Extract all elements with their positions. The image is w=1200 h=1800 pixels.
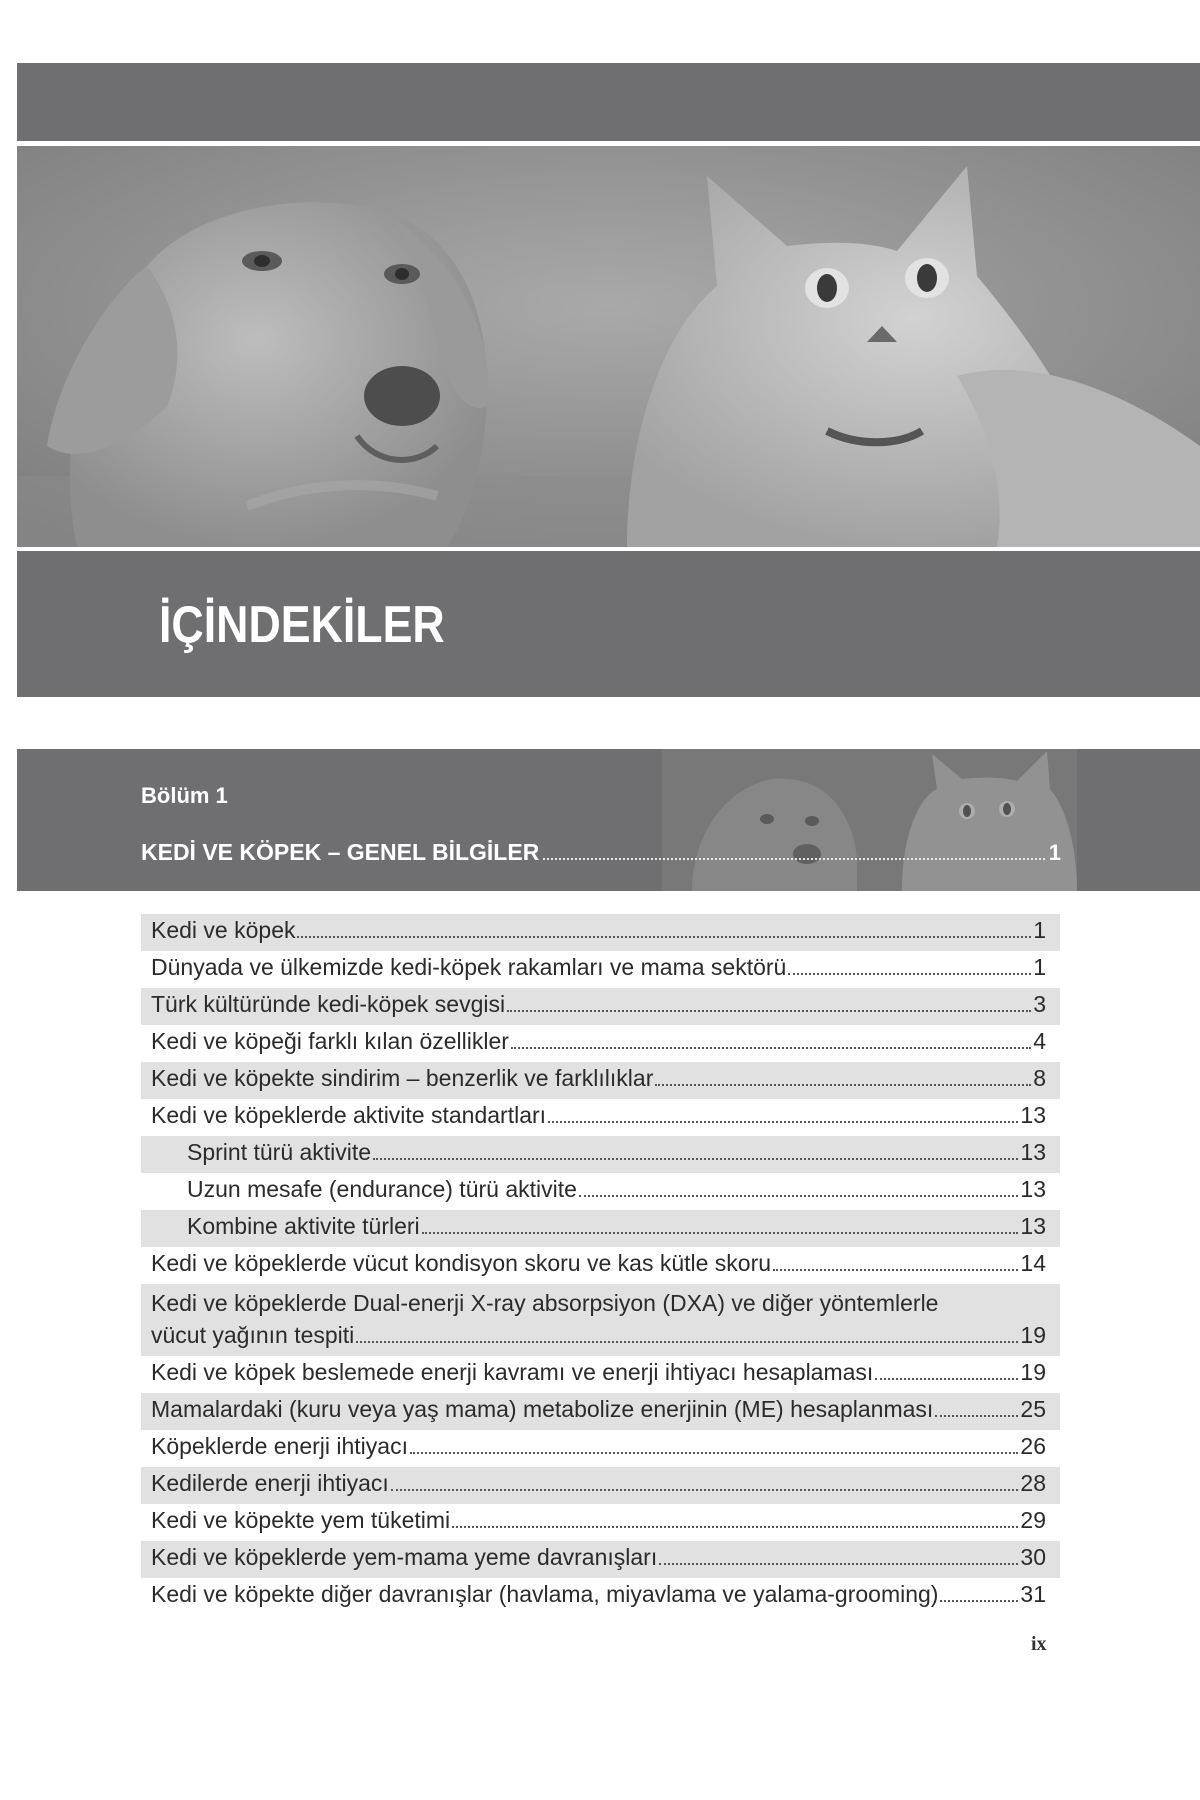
header-band	[17, 63, 1200, 141]
dot-leader	[410, 1452, 1018, 1454]
toc-entry-title: Kedi ve köpeklerde Dual-enerji X-ray absorpsiyon (DXA) ve diğer yöntemlerle	[151, 1290, 939, 1316]
toc-page-number: 8	[1033, 1065, 1046, 1091]
toc-entry[interactable]	[141, 1578, 1060, 1615]
toc-entry[interactable]	[141, 1430, 1060, 1467]
dot-leader	[507, 1010, 1031, 1012]
dot-leader	[422, 1232, 1019, 1234]
toc-entry-title: Dünyada ve ülkemizde kedi-köpek rakamları ve mama sektörü	[151, 954, 787, 980]
toc-page-number: 13	[1020, 1213, 1046, 1239]
toc-entry-title: Kedi ve köpekte diğer davranışlar (havlama, miyavlama ve yalama-grooming)	[151, 1581, 939, 1607]
toc-page-number: 13	[1020, 1176, 1046, 1202]
toc-entry[interactable]	[141, 1025, 1060, 1062]
toc-entry-title: Kedi ve köpeklerde yem-mama yeme davranışları	[151, 1544, 658, 1570]
toc-entry-title: Sprint türü aktivite	[187, 1139, 372, 1165]
toc-entry[interactable]	[141, 1284, 1060, 1356]
toc-page-number: 4	[1033, 1028, 1046, 1054]
dot-leader	[579, 1195, 1018, 1197]
toc-page-number: 1	[1033, 954, 1046, 980]
chapter-title-line[interactable]	[141, 839, 1061, 866]
chapter-header-illustration	[662, 749, 1077, 891]
page-number: ix	[1031, 1633, 1047, 1655]
toc-page-number: 28	[1020, 1470, 1046, 1496]
toc-entry-title: Kedi ve köpeklerde vücut kondisyon skoru ve kas kütle skoru	[151, 1250, 772, 1276]
dot-leader	[940, 1600, 1018, 1602]
toc-entry-title: Kedi ve köpek	[151, 917, 296, 943]
toc-entry[interactable]	[141, 1247, 1060, 1284]
toc-page-number: 29	[1020, 1507, 1046, 1533]
toc-entry-title: Kedi ve köpek beslemede enerji kavramı ve enerji ihtiyacı hesaplaması	[151, 1359, 874, 1385]
dot-leader	[659, 1563, 1018, 1565]
dot-leader	[297, 936, 1031, 938]
dot-leader	[356, 1341, 1018, 1343]
page-title: İÇİNDEKİLER	[159, 596, 445, 654]
toc-page-number: 13	[1020, 1102, 1046, 1128]
toc-entry[interactable]	[141, 1099, 1060, 1136]
toc-list	[141, 914, 1060, 1615]
toc-entry[interactable]	[141, 914, 1060, 951]
toc-entry-title: Kedi ve köpekte sindirim – benzerlik ve farklılıklar	[151, 1065, 654, 1091]
toc-entry-title: Mamalardaki (kuru veya yaş mama) metabolize enerjinin (ME) hesaplanması	[151, 1396, 934, 1422]
toc-entry-title: Uzun mesafe (endurance) türü aktivite	[187, 1176, 577, 1202]
toc-page-number: 14	[1020, 1250, 1046, 1276]
dot-leader	[391, 1489, 1019, 1491]
toc-entry-title: Kedilerde enerji ihtiyacı	[151, 1470, 389, 1496]
toc-entry[interactable]	[141, 1393, 1060, 1430]
chapter-label: Bölüm 1	[141, 783, 228, 808]
dot-leader	[452, 1526, 1018, 1528]
dot-leader	[655, 1084, 1031, 1086]
toc-entry[interactable]	[141, 1504, 1060, 1541]
toc-entry[interactable]	[141, 1467, 1060, 1504]
dot-leader	[935, 1415, 1018, 1417]
toc-entry-title: Köpeklerde enerji ihtiyacı	[151, 1433, 408, 1459]
toc-subentry[interactable]	[141, 1210, 1060, 1247]
toc-entry-title: Kedi ve köpeklerde aktivite standartları	[151, 1102, 547, 1128]
hero-illustration	[17, 146, 1200, 547]
toc-page-number: 31	[1020, 1581, 1046, 1607]
toc-page-number: 19	[1020, 1359, 1046, 1385]
dot-leader	[773, 1269, 1018, 1271]
dot-leader	[373, 1158, 1018, 1160]
toc-entry-title: Kedi ve köpekte yem tüketimi	[151, 1507, 451, 1533]
toc-entry[interactable]	[141, 1062, 1060, 1099]
chapter-header	[17, 749, 1200, 891]
dot-leader	[875, 1378, 1018, 1380]
toc-page-number: 1	[1033, 917, 1046, 943]
toc-page-number: 13	[1020, 1139, 1046, 1165]
toc-page-number: 3	[1033, 991, 1046, 1017]
toc-entry-title: Türk kültüründe kedi-köpek sevgisi	[151, 991, 506, 1017]
toc-entry-title: Kombine aktivite türleri	[187, 1213, 420, 1239]
toc-entry[interactable]	[141, 1356, 1060, 1393]
dot-leader	[511, 1047, 1031, 1049]
dog-and-cat-illustration	[17, 146, 1200, 547]
toc-entry[interactable]	[141, 1541, 1060, 1578]
dot-leader	[548, 1121, 1018, 1123]
toc-entry-title: vücut yağının tespiti	[151, 1322, 355, 1348]
toc-page-number: 19	[1020, 1322, 1046, 1348]
toc-page-number: 26	[1020, 1433, 1046, 1459]
title-band	[17, 551, 1200, 697]
toc-subentry[interactable]	[141, 1173, 1060, 1210]
chapter-title: KEDİ VE KÖPEK – GENEL BİLGİLER	[141, 839, 540, 865]
chapter-page-number: 1	[1048, 840, 1061, 865]
toc-page-number: 30	[1020, 1544, 1046, 1570]
toc-page-number: 25	[1020, 1396, 1046, 1422]
dot-leader	[788, 973, 1031, 975]
toc-entry[interactable]	[141, 988, 1060, 1025]
toc-subentry[interactable]	[141, 1136, 1060, 1173]
toc-entry-title: Kedi ve köpeği farklı kılan özellikler	[151, 1028, 509, 1054]
dot-leader	[543, 858, 1044, 860]
toc-entry[interactable]	[141, 951, 1060, 988]
